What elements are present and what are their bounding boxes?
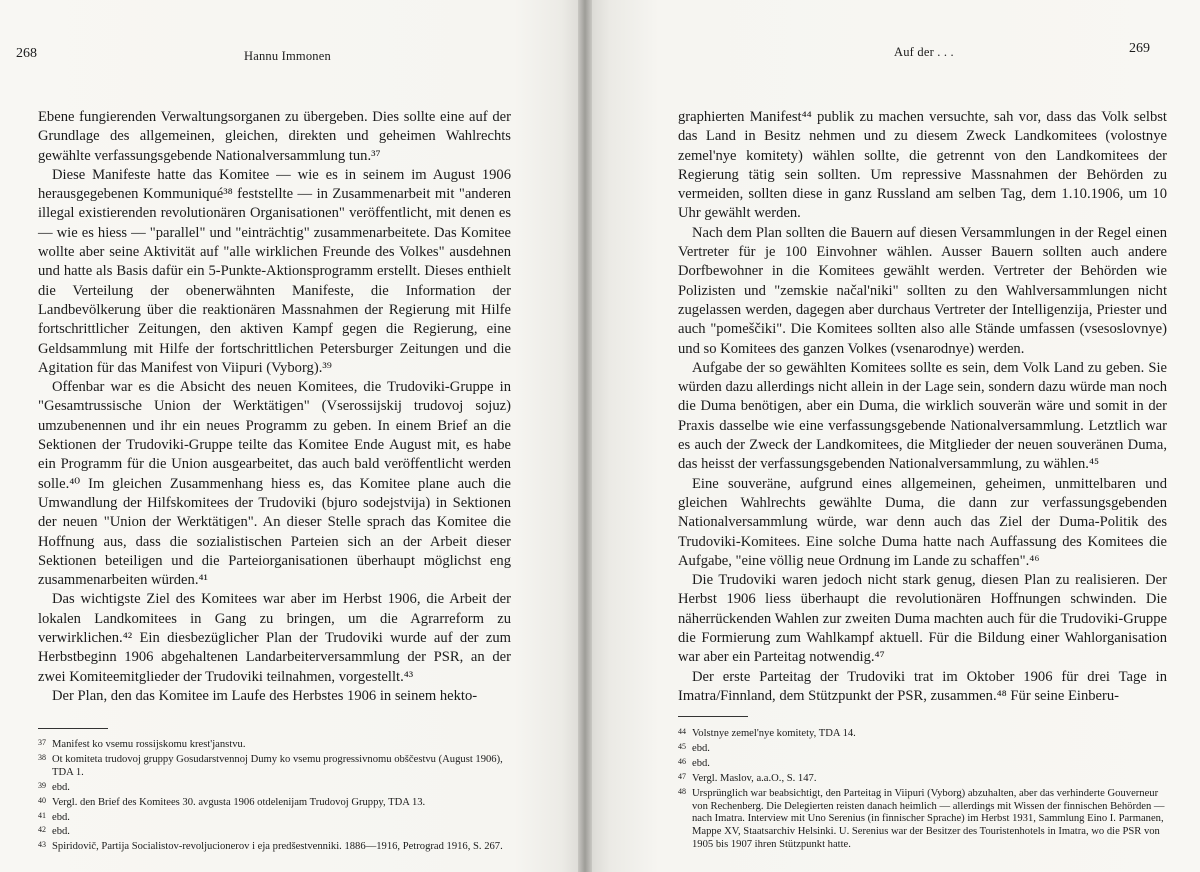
right-page [585, 0, 1200, 872]
paragraph: Der erste Parteitag der Trudoviki trat im Oktober 1906 für drei Tage in Imatra/Finnland, dem Stützpunkt der PSR, zusammen.⁴⁸ Für seine Einberu- [678, 668, 1167, 704]
page-number-right: 269 [1129, 41, 1150, 56]
right-body-text [678, 108, 1167, 706]
running-head-left: Hannu Immonen [244, 49, 331, 63]
footnote: 48 Ursprünglich war beabsichtigt, den Parteitag in Viipuri (Vyborg) abzuhalten, aber das verhinderte Gouverneur von Rechenberg. Die Delegierten reisten danach heimlich — allerdings mit Wissen der finnischen Behörden — nach Imatra. Interview mit Uno Serenius (in finnischer Sprache) im Herbst 1931, Sammlung Eino I. Parmanen, Mappe XV, Staatsarchiv Helsinki. U. Serenius war der Besitzer des Touristenhotels in Imatra, wo die PSR von 1905 bis 1907 ihren Stützpunkt hatte. [678, 786, 1165, 851]
footnote: 46 ebd. [678, 756, 710, 769]
footnote: 44 Volstnye zemel'nye komitety, TDA 14. [678, 727, 856, 739]
left-page [0, 0, 585, 872]
paragraph: Ebene fungierenden Verwaltungsorganen zu übergeben. Dies sollte eine auf der Grundlage des allgemeinen, gleichen, direkten und geheimen Wahlrechts gewählte verfassungsgebende Nationalversammlung tun.³⁷ [38, 109, 511, 164]
paragraph: Aufgabe der so gewählten Komitees sollte es sein, dem Volk Land zu geben. Sie würden dazu allerdings nicht allein in der Lage sein, sondern dazu würde man noch die Duma benötigen, aber ein Duma, die wirklich souverän wäre und somit in der Praxis dasselbe wie eine verfassungsgebende Nationalversammlung. Letztlich war es auch der Zweck der Landkomitees, die Mitglieder der neuen souveränen Duma, das heisst der verfassungsgebenden Nationalversammlung, zu wählen.⁴⁵ [678, 359, 1167, 473]
page-number-left: 268 [16, 46, 37, 61]
right-footnotes [678, 726, 1167, 852]
footnote: 40 Vergl. den Brief des Komitees 30. avgusta 1906 otdelenijam Trudovoj Gruppy, TDA 13. [38, 795, 426, 808]
paragraph: Diese Manifeste hatte das Komitee — wie es in seinem im August 1906 herausgegebenen Kommuniqué³⁸ feststellte — in Zusammenarbeit mit "anderen illegal existierenden revolutionären Organisationen" veröffentlicht, mit denen es — wie es hiess — "parallel" und "einträchtig" zusammenarbeitete. Das Komitee wollte aber seine Aktivität auf "alle wirklichen Freunde des Volkes" ausdehnen und hatte als Basis dafür ein 5-Punkte-Aktionsprogramm erstellt. Dieses enthielt die Verteilung der obenerwähnten Manifeste, die Information der Landbevölkerung über die reaktionären Massnahmen der Regierung mit Hilfe fortschrittlicher Zeitungen, den aktiven Kampf gegen die Regierung, eine Geldsammlung mit Hilfe der fortschrittlichen Petersburger Zeitungen und die Agitation für das Manifest von Viipuri (Vyborg).³⁹ [38, 166, 511, 376]
paragraph: Das wichtigste Ziel des Komitees war aber im Herbst 1906, die Arbeit der lokalen Landkomitees in Gang zu bringen, um die Agrarreform zu verwirklichen.⁴² Ein diesbezüglicher Plan der Trudoviki wurde auf der zum Herbstbeginn 1906 abgehaltenen Landarbeiterversammlung der PSR, an der zwei Komiteemitglieder der Trudoviki teilnahmen, vorgestellt.⁴³ [38, 591, 511, 685]
footnote: 45 ebd. [678, 741, 710, 754]
paragraph: Die Trudoviki waren jedoch nicht stark genug, diesen Plan zu realisieren. Der Herbst 1906 liess überhaupt die revolutionären Hoffnungen schwinden. Die näherrückenden Wahlen zur zweiten Duma machten auch für die Trudoviki-Gruppe die Formierung zum Wahlkampf aktuell. Für die Bildung einer Wahlorganisation war aber ein Parteitag notwendig.⁴⁷ [678, 572, 1167, 666]
paragraph: Offenbar war es die Absicht des neuen Komitees, die Trudoviki-Gruppe in "Gesamtrussische Union der Werktätigen" (Vserossijskij trudovoj sojuz) umzubenennen und ihr ein neues Programm zu geben. In einem Brief an die Sektionen der Trudoviki-Gruppe teilte das Komitee Ende August mit, es habe ein Programm für die Union ausgearbeitet, das auch bald veröffentlicht werden solle.⁴⁰ Im gleichen Zusammenhang hiess es, das Komitee plane auch die Umwandlung der Hilfskomitees der Trudoviki (bjuro sodejstvija) in Sektionen der neuen "Union der Werktätigen". An dieser Stelle sprach das Komitee die Hoffnung aus, dass die sozialistischen Parteien sich an der Arbeit dieser Sektionen beteiligen und die Parteiorganisationen überhaupt möglichst eng zusammenarbeiten würden.⁴¹ [38, 379, 511, 589]
paragraph: Eine souveräne, aufgrund eines allgemeinen, geheimen, unmittelbaren und gleichen Wahlrechts gewählte Duma, die dann zur verfassungsgebenden Nationalversammlung würde, war denn auch das Ziel der Duma-Politik des Trudoviki-Komitees. Eine solche Duma hatte nach Auffassung des Komitees die Aufgabe, "eine völlig neue Ordnung im Lande zu schaffen".⁴⁶ [678, 475, 1167, 569]
paragraph: graphierten Manifest⁴⁴ publik zu machen versuchte, sah vor, dass das Volk selbst das Land in Besitz nehmen und zu diesem Zweck Landkomitees (volostnye zemel'nye komitety) wählen sollte, die getrennt von den Landkomitees der Regierung tätig sein sollten. Um repressive Massnahmen der Behörden zu vermeiden, sollten diese in ganz Russland am selben Tag, dem 1.10.1906, um 10 Uhr gewählt werden. [678, 109, 1167, 222]
left-body-text [38, 108, 511, 706]
footnote: 41 ebd. [38, 810, 70, 823]
left-footnotes [38, 737, 511, 854]
footnote: 47 Vergl. Maslov, a.a.O., S. 147. [678, 771, 817, 784]
book-gutter [578, 0, 592, 872]
footnote-rule-left [38, 728, 108, 729]
footnote: 43 Spiridovič, Partija Socialistov-revoljucionerov i eja predšestvenniki. 1886—1916, Petrograd 1916, S. 267. [38, 840, 503, 853]
paragraph: Der Plan, den das Komitee im Laufe des Herbstes 1906 in seinem hekto- [52, 687, 478, 704]
footnote: 42 ebd. [38, 825, 70, 838]
footnote: 37 Manifest ko vsemu rossijskomu krest'janstvu. [38, 738, 246, 750]
footnote-rule-right [678, 716, 748, 717]
footnote: 38 Ot komiteta trudovoj gruppy Gosudarstvennoj Dumy ko vsemu progressivnomu obščestvu (August 1906), TDA 1. [38, 752, 503, 778]
running-head-right: Auf der . . . [894, 45, 954, 59]
footnote: 39 ebd. [38, 780, 70, 793]
paragraph: Nach dem Plan sollten die Bauern auf diesen Versammlungen in der Regel einen Vertreter für je 100 Einvohner wählen. Ausser Bauern sollten auch andere Dorfbewohner in die Komitees gewählt werden. Vertreter der Behörden wie Polizisten und "zemskie načal'niki" sollten zu den Wahlversammlungen nicht zugelassen werden, dagegen aber durchaus Vertreter der Intelligenzija, Priester und auch "pomeščiki". Die Komitees sollten also alle Stände umfassen (vsesoslovnye) und so Komitees des ganzen Volkes (vsenarodnye) werden. [678, 224, 1167, 357]
